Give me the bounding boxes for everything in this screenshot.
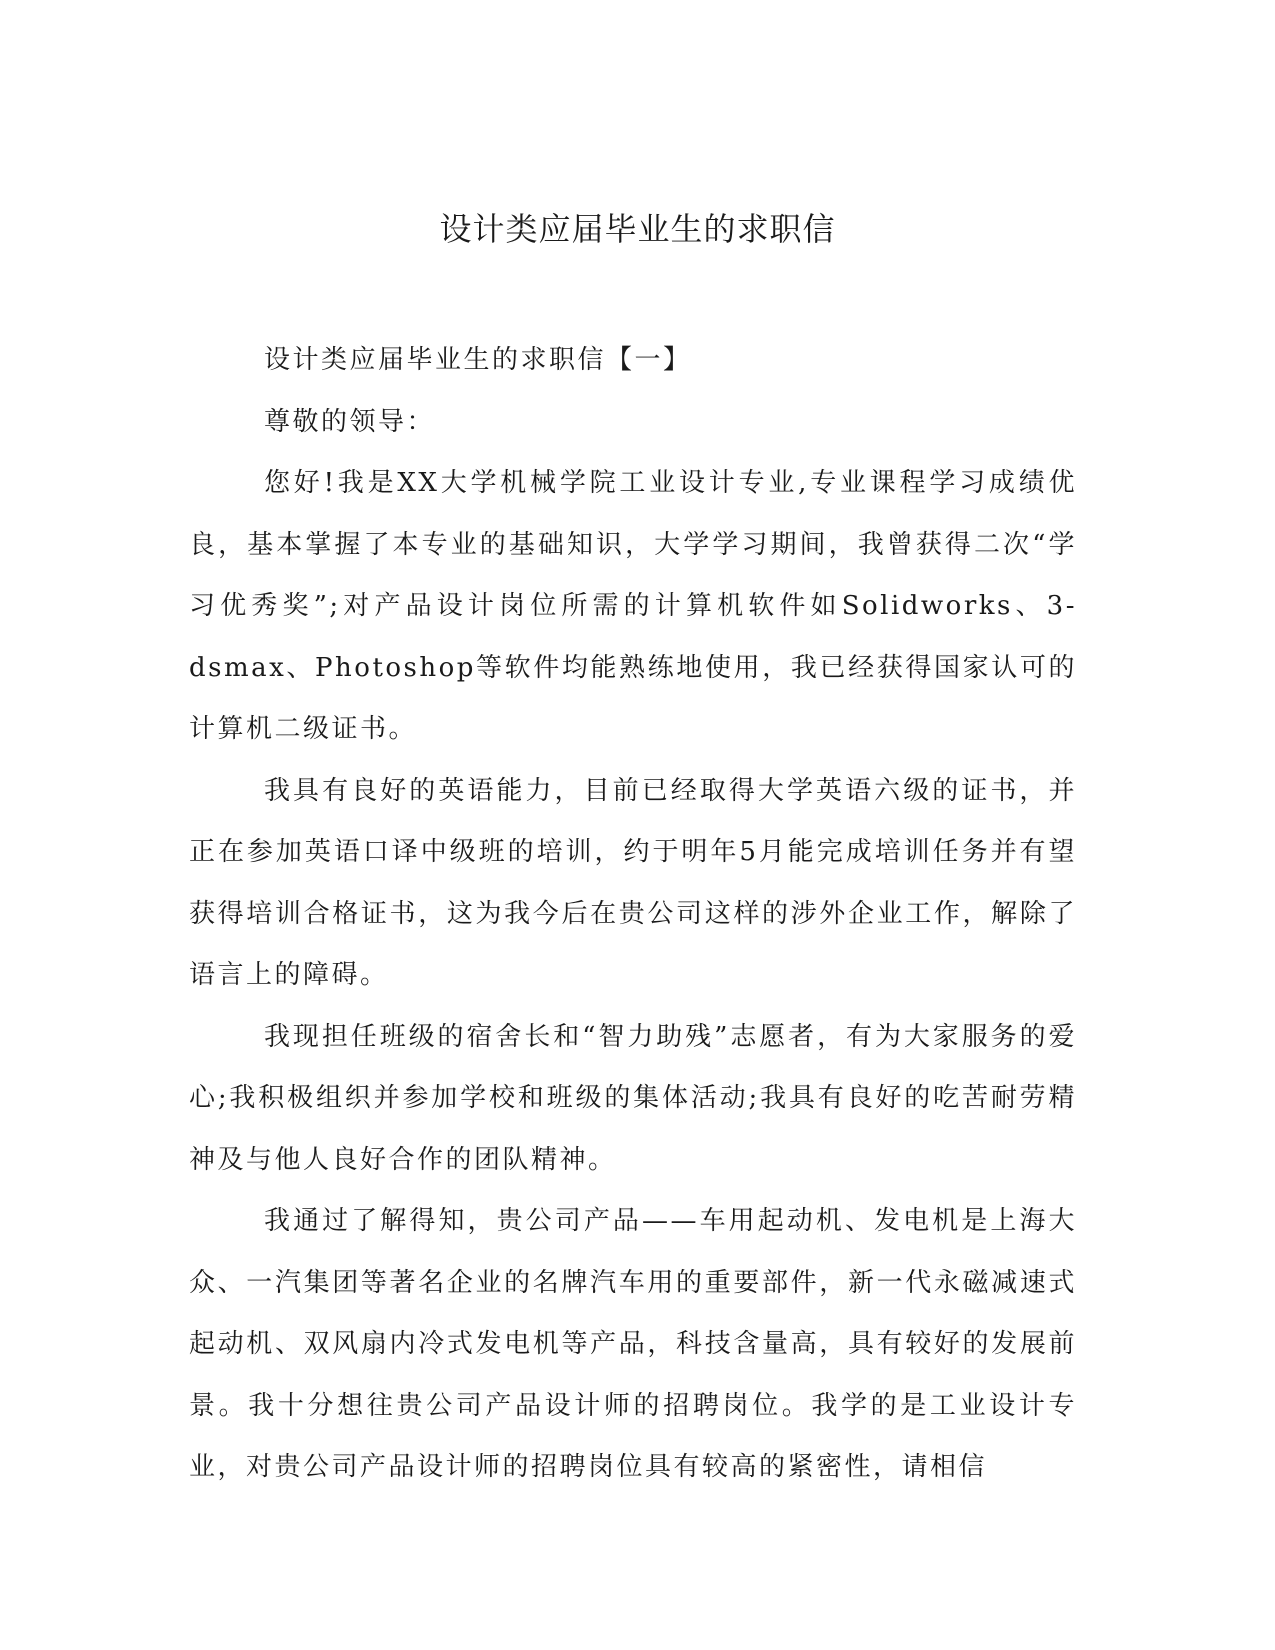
- paragraph-company-interest: 我通过了解得知，贵公司产品——车用起动机、发电机是上海大众、一汽集团等著名企业的名牌汽车用的重要部件，新一代永磁减速式起动机、双风扇内冷式发电机等产品，科技含量高，具有较好的发展前景。我十分想往贵公司产品设计师的招聘岗位。我学的是工业设计专业，对贵公司产品设计师的招聘岗位具有较高的紧密性，请相信: [189, 1206, 1077, 1482]
- paragraph-activities: 我现担任班级的宿舍长和“智力助残”志愿者，有为大家服务的爱心;我积极组织并参加学校和班级的集体活动;我具有良好的吃苦耐劳精神及与他人良好合作的团队精神。: [189, 1021, 1077, 1175]
- paragraph-intro: 您好!我是XX大学机械学院工业设计专业,专业课程学习成绩优良，基本掌握了本专业的基础知识，大学学习期间，我曾获得二次“学习优秀奖”;对产品设计岗位所需的计算机软件如Solidworks、3-dsmax、Photoshop等软件均能熟练地使用，我已经获得国家认可的计算机二级证书。: [189, 468, 1077, 744]
- document-title: 设计类应届毕业生的求职信: [439, 210, 836, 248]
- letter-heading: 设计类应届毕业生的求职信【一】: [264, 345, 692, 375]
- letter-body: [189, 330, 1077, 1499]
- salutation: 尊敬的领导：: [264, 406, 436, 437]
- paragraph-english-ability: 我具有良好的英语能力，目前已经取得大学英语六级的证书，并正在参加英语口译中级班的培训，约于明年5月能完成培训任务并有望获得培训合格证书，这为我今后在贵公司这样的涉外企业工作，解除了语言上的障碍。: [189, 775, 1077, 990]
